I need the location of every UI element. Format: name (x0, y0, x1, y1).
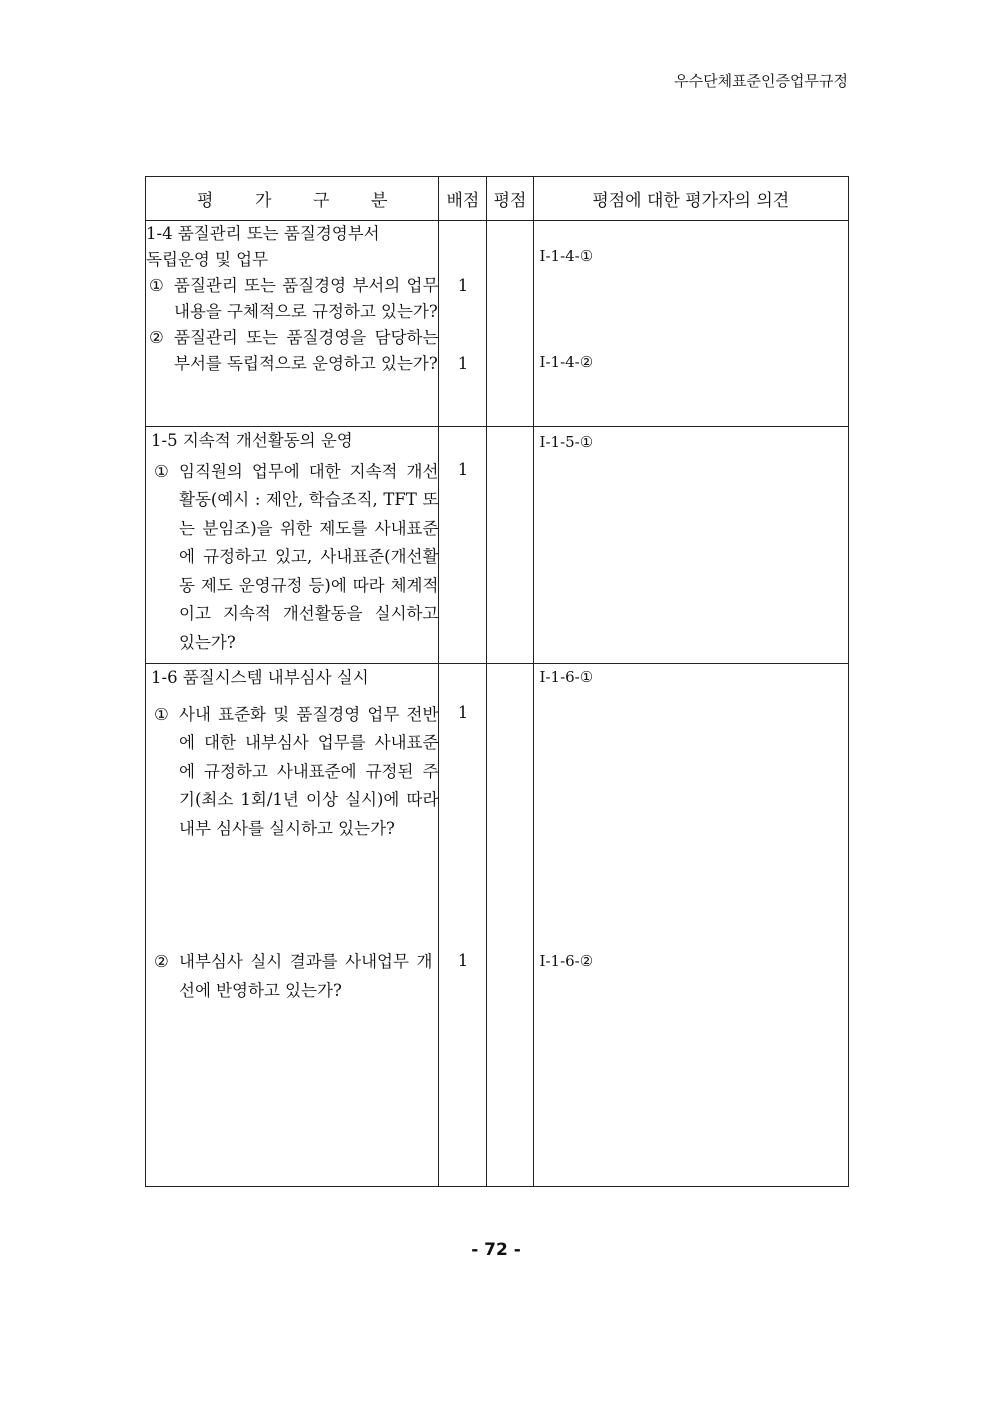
opinion-cell[interactable] (533, 427, 848, 664)
category-cell (146, 221, 439, 427)
item-text: 품질관리 또는 품질경영을 담당하는 부서를 독립적으로 운영하고 있는가? (174, 328, 439, 373)
opinion-code: I-1-4-② (539, 353, 594, 371)
table-row-1-6 (146, 664, 849, 1187)
item-text: 내부심사 실시 결과를 사내업무 개선에 반영하고 있는가? (179, 952, 433, 1000)
table-header-row (146, 177, 849, 221)
score-cell (439, 664, 487, 1187)
table-row-1-4 (146, 221, 849, 427)
item-number: ② (149, 328, 164, 347)
header-category (146, 177, 439, 221)
evaluation-cell[interactable] (487, 427, 533, 664)
header-category-char: 구 (312, 191, 330, 211)
criterion-item (151, 701, 438, 844)
item-text: 임직원의 업무에 대한 지속적 개선활동(예시 : 제안, 학습조직, TFT 또는 분임조)을 위한 제도를 사내표준에 규정하고 있고, 사내표준(개선활동 제도 운영규정 등)에 따라 체계적이고 지속적 개선활동을 실시하고 있는가? (179, 461, 439, 652)
score-value: 1 (457, 460, 469, 479)
item-text: 사내 표준화 및 품질경영 업무 전반에 대한 내부심사 업무를 사내표준에 규정하고 사내표준에 규정된 주기(최소 1회/1년 이상 실시)에 따라 내부 심사를 실시하고 있는가? (179, 704, 439, 838)
score-value: 1 (457, 703, 469, 722)
criterion-item (146, 273, 438, 325)
criterion-item (146, 325, 438, 377)
criterion-item (151, 948, 432, 1005)
score-cell (439, 427, 487, 664)
header-category-char: 분 (370, 191, 388, 211)
header-category-char: 평 (196, 191, 214, 211)
opinion-cell[interactable] (533, 221, 848, 427)
opinion-code: I-1-6-① (539, 668, 594, 686)
item-number: ① (154, 704, 169, 724)
score-cell (439, 221, 487, 427)
category-cell (146, 427, 439, 664)
header-evaluation: 평점 (487, 177, 533, 221)
table-row-1-5 (146, 427, 849, 664)
opinion-code: I-1-6-② (539, 952, 594, 970)
header-score: 배점 (439, 177, 487, 221)
evaluation-cell[interactable] (487, 221, 533, 427)
section-title-line2: 독립운영 및 업무 (146, 250, 269, 269)
header-opinion: 평점에 대한 평가자의 의견 (533, 177, 848, 221)
opinion-code: I-1-5-① (539, 433, 594, 451)
item-text: 품질관리 또는 품질경영 부서의 업무내용을 구체적으로 규정하고 있는가? (174, 276, 439, 321)
item-number: ① (154, 461, 169, 481)
opinion-code: I-1-4-① (539, 247, 594, 265)
page-number: - 72 - (471, 1240, 521, 1260)
item-number: ② (154, 952, 169, 971)
criterion-item (151, 458, 438, 658)
score-value: 1 (457, 354, 469, 373)
category-cell (146, 664, 439, 1187)
section-title: 1-6 품질시스템 내부심사 실시 (151, 668, 369, 687)
score-value: 1 (457, 951, 469, 970)
evaluation-cell[interactable] (487, 664, 533, 1187)
document-header-title: 우수단체표준인증업무규정 (674, 72, 848, 90)
section-title: 1-5 지속적 개선활동의 운영 (151, 431, 353, 450)
item-number: ① (149, 276, 164, 295)
header-category-char: 가 (254, 191, 272, 211)
opinion-cell[interactable] (533, 664, 848, 1187)
evaluation-table (145, 176, 849, 1187)
score-value: 1 (457, 276, 469, 295)
section-title-line1: 1-4 품질관리 또는 품질경영부서 (146, 224, 380, 243)
